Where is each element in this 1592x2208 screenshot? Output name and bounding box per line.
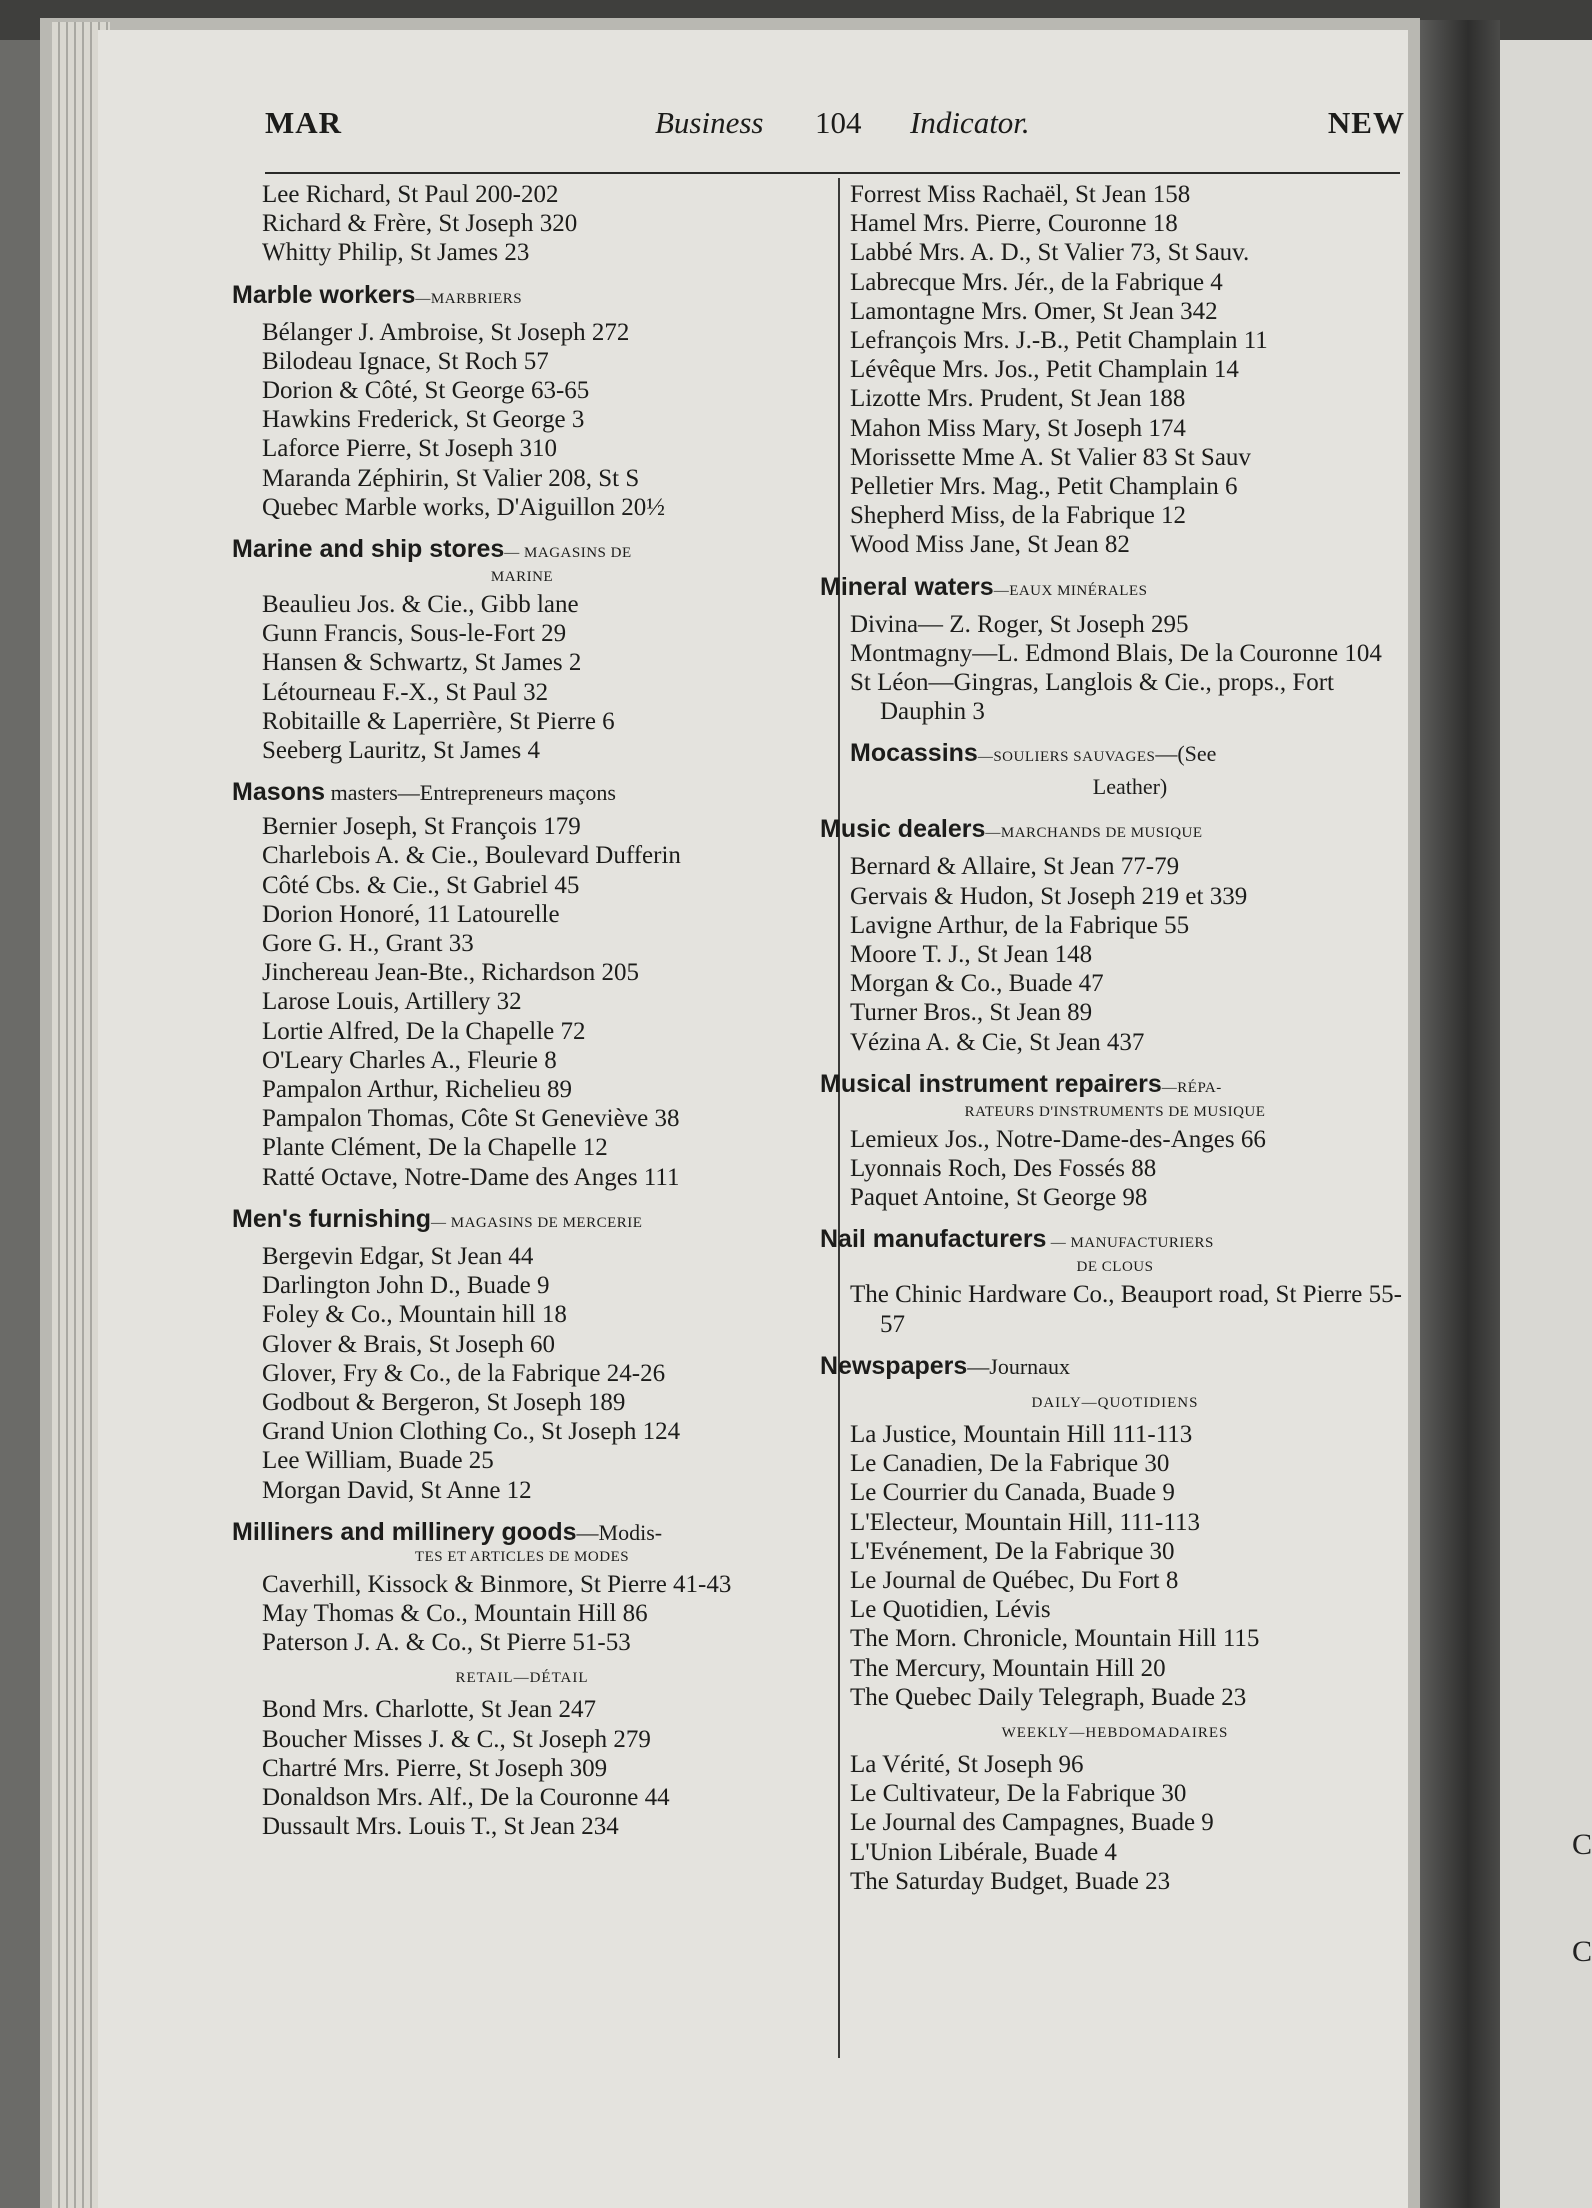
list-item: Donaldson Mrs. Alf., De la Couronne 44 [262, 1783, 670, 1811]
list-item: Grand Union Clothing Co., St Joseph 124 [262, 1418, 681, 1446]
header-rule [265, 172, 1400, 174]
list-item: Côté Cbs. & Cie., St Gabriel 45 [262, 871, 580, 899]
list-item: Glover, Fry & Co., de la Fabrique 24-26 [262, 1359, 666, 1387]
list-item: May Thomas & Co., Mountain Hill 86 [262, 1599, 648, 1627]
list-item: Larose Louis, Artillery 32 [262, 988, 522, 1016]
list-item: Létourneau F.-X., St Paul 32 [262, 678, 549, 706]
section-heading-marine [232, 534, 812, 586]
list-item: The Saturday Budget, Buade 23 [850, 1867, 1171, 1895]
heading-title: Masons [232, 778, 326, 807]
list-item: Wood Miss Jane, St Jean 82 [850, 531, 1130, 559]
list-item: Gervais & Hudon, St Joseph 219 et 339 [850, 882, 1248, 910]
list-item: Plante Clément, De la Chapelle 12 [262, 1134, 608, 1162]
list-item: La Vérité, St Joseph 96 [850, 1750, 1084, 1778]
list-item: L'Union Libérale, Buade 4 [850, 1838, 1117, 1866]
heading-title: Marble workers [232, 280, 416, 309]
heading-french: —Modis- [576, 1519, 663, 1545]
list-item: Hansen & Schwartz, St James 2 [262, 649, 582, 677]
list-item: Jinchereau Jean-Bte., Richardson 205 [262, 959, 639, 987]
section-heading-newspapers [820, 1351, 1410, 1382]
list-item: Foley & Co., Mountain hill 18 [262, 1301, 567, 1329]
heading-french: —Journaux [967, 1353, 1070, 1379]
heading-french: masters—Entrepreneurs maçons [325, 780, 616, 806]
list-item: Robitaille & Laperrière, St Pierre 6 [262, 707, 615, 735]
list-item: Charlebois A. & Cie., Boulevard Dufferin [262, 842, 681, 870]
list-item: Divina— Z. Roger, St Joseph 295 [850, 610, 1189, 638]
list-item: The Chinic Hardware Co., Beauport road, St Pierre 55-57 [850, 1281, 1402, 1338]
list-item: Lortie Alfred, De la Chapelle 72 [262, 1017, 586, 1045]
section-heading-music-dealers [820, 814, 1410, 848]
heading-title: Marine and ship stores [232, 535, 505, 564]
list-item: Montmagny—L. Edmond Blais, De la Couronne 104 [850, 639, 1382, 667]
heading-title: Music dealers [820, 815, 986, 844]
left-column [232, 180, 812, 1841]
facing-page [1500, 40, 1592, 2208]
list-item: The Quebec Daily Telegraph, Buade 23 [850, 1683, 1247, 1711]
list-item: Quebec Marble works, D'Aiguillon 20½ [262, 493, 666, 521]
header-title-left: Business [655, 105, 764, 140]
list-item: Lefrançois Mrs. J.-B., Petit Champlain 11 [850, 327, 1268, 355]
list-item: Morissette Mme A. St Valier 83 St Sauv [850, 443, 1251, 471]
list-item: Gunn Francis, Sous-le-Fort 29 [262, 620, 567, 648]
list-item: Dussault Mrs. Louis T., St Jean 234 [262, 1813, 619, 1841]
page-number: 104 [815, 105, 862, 140]
heading-french: — MANUFACTURIERS [1046, 1235, 1214, 1252]
facing-page-glyph: C [1572, 1935, 1592, 1968]
list-item: Dorion Honoré, 11 Latourelle [262, 900, 560, 928]
list-item: Gore G. H., Grant 33 [262, 930, 474, 958]
list-item: Godbout & Bergeron, St Joseph 189 [262, 1388, 626, 1416]
list-item: Richard & Frère, St Joseph 320 [262, 210, 578, 238]
heading-title: Nail manufacturers [820, 1225, 1047, 1254]
list-item: Le Courrier du Canada, Buade 9 [850, 1479, 1175, 1507]
list-item: Whitty Philip, St James 23 [262, 239, 530, 267]
list-item: Bond Mrs. Charlotte, St Jean 247 [262, 1696, 597, 1724]
facing-page-glyph: C [1572, 1828, 1592, 1861]
list-item: Bélanger J. Ambroise, St Joseph 272 [262, 318, 630, 346]
list-item: Mahon Miss Mary, St Joseph 174 [850, 414, 1186, 442]
section-heading-marble [232, 280, 812, 314]
list-item: Turner Bros., St Jean 89 [850, 999, 1093, 1027]
heading-french-line2: TES ET ARTICLES DE MODES [414, 1548, 630, 1565]
list-item: Le Cultivateur, De la Fabrique 30 [850, 1780, 1187, 1808]
list-item: Darlington John D., Buade 9 [262, 1272, 550, 1300]
list-item: Hawkins Frederick, St George 3 [262, 406, 585, 434]
list-item: Maranda Zéphirin, St Valier 208, St S [262, 464, 640, 492]
heading-french: —SOULIERS SAUVAGES [977, 749, 1156, 766]
section-heading-masons [232, 777, 812, 808]
list-item: Chartré Mrs. Pierre, St Joseph 309 [262, 1754, 608, 1782]
heading-title: Mocassins [850, 739, 978, 768]
list-item: Bernard & Allaire, St Jean 77-79 [850, 853, 1180, 881]
list-item: Le Journal de Québec, Du Fort 8 [850, 1566, 1179, 1594]
list-item: Le Journal des Campagnes, Buade 9 [850, 1809, 1214, 1837]
list-item: The Morn. Chronicle, Mountain Hill 115 [850, 1625, 1260, 1653]
list-item: Vézina A. & Cie, St Jean 437 [850, 1028, 1145, 1056]
list-item: Morgan David, St Anne 12 [262, 1476, 532, 1504]
list-item: Beaulieu Jos. & Cie., Gibb lane [262, 591, 579, 619]
heading-title: Men's furnishing [232, 1204, 431, 1233]
list-item: The Mercury, Mountain Hill 20 [850, 1654, 1166, 1682]
list-item: Labbé Mrs. A. D., St Valier 73, St Sauv. [850, 239, 1250, 267]
list-item: Moore T. J., St Jean 148 [850, 941, 1093, 969]
list-item: Lizotte Mrs. Prudent, St Jean 188 [850, 385, 1186, 413]
book-gutter [1420, 20, 1500, 2208]
list-item: Shepherd Miss, de la Fabrique 12 [850, 502, 1187, 530]
heading-french: —EAUX MINÉRALES [993, 582, 1148, 599]
right-column [820, 180, 1410, 1896]
section-heading-musical-repairers [820, 1069, 1410, 1121]
heading-french-line2: DE CLOUS [1076, 1259, 1154, 1276]
list-item: Lévêque Mrs. Jos., Petit Champlain 14 [850, 356, 1239, 384]
list-item: Pampalon Thomas, Côte St Geneviève 38 [262, 1105, 680, 1133]
list-item: Forrest Miss Rachaël, St Jean 158 [850, 181, 1191, 208]
subsection-label-retail: RETAIL—DÉTAIL [455, 1670, 589, 1687]
list-item: Bilodeau Ignace, St Roch 57 [262, 347, 549, 375]
list-item: Hamel Mrs. Pierre, Couronne 18 [850, 210, 1178, 238]
list-item: St Léon—Gingras, Langlois & Cie., props., Fort Dauphin 3 [850, 669, 1334, 726]
heading-french-line2: MARINE [490, 569, 554, 586]
list-item: L'Electeur, Mountain Hill, 111-113 [850, 1508, 1200, 1536]
heading-see-also: —(See [1155, 741, 1217, 767]
list-item: Bernier Joseph, St François 179 [262, 813, 581, 841]
list-item: Lamontagne Mrs. Omer, St Jean 342 [850, 297, 1218, 325]
heading-french: — MAGASINS DE [504, 545, 632, 562]
list-item: Lavigne Arthur, de la Fabrique 55 [850, 911, 1190, 939]
heading-french: — MAGASINS DE MERCERIE [431, 1214, 643, 1231]
section-heading-milliners [232, 1517, 812, 1566]
heading-title: Musical instrument repairers [820, 1069, 1162, 1098]
section-heading-mocassins [820, 738, 1410, 802]
list-item: O'Leary Charles A., Fleurie 8 [262, 1046, 557, 1074]
list-item: Paquet Antoine, St George 98 [850, 1184, 1148, 1212]
list-item: Bergevin Edgar, St Jean 44 [262, 1242, 534, 1270]
list-item: Lemieux Jos., Notre-Dame-des-Anges 66 [850, 1125, 1266, 1153]
heading-title: Milliners and millinery goods [232, 1517, 577, 1546]
heading-see-also-line2: Leather) [1092, 774, 1168, 800]
heading-title: Newspapers [820, 1351, 968, 1380]
list-item: Le Quotidien, Lévis [850, 1596, 1051, 1624]
list-item: Boucher Misses J. & C., St Joseph 279 [262, 1725, 651, 1753]
heading-french: —MARCHANDS DE MUSIQUE [985, 825, 1203, 842]
list-item: Caverhill, Kissock & Binmore, St Pierre 41-43 [262, 1570, 732, 1598]
heading-french-line2: RATEURS D'INSTRUMENTS DE MUSIQUE [964, 1103, 1266, 1120]
heading-french: —RÉPA- [1161, 1079, 1222, 1096]
list-item: Seeberg Lauritz, St James 4 [262, 737, 540, 765]
list-item: L'Evénement, De la Fabrique 30 [850, 1537, 1175, 1565]
header-title-right: Indicator. [910, 105, 1030, 140]
list-item: Labrecque Mrs. Jér., de la Fabrique 4 [850, 268, 1223, 296]
list-item: Lee Richard, St Paul 200-202 [262, 181, 559, 208]
heading-french: —MARBRIERS [415, 290, 523, 307]
list-item: Pampalon Arthur, Richelieu 89 [262, 1076, 573, 1104]
subsection-label-weekly: WEEKLY—HEBDOMADAIRES [1001, 1724, 1229, 1741]
section-heading-nail-manufacturers [820, 1224, 1410, 1276]
section-heading-mineral-waters [820, 572, 1410, 606]
list-item: Laforce Pierre, St Joseph 310 [262, 435, 558, 463]
list-item: Paterson J. A. & Co., St Pierre 51-53 [262, 1629, 631, 1657]
section-heading-mens-furnishing [232, 1204, 812, 1238]
list-item: La Justice, Mountain Hill 111-113 [850, 1420, 1193, 1448]
subsection-label-daily: DAILY—QUOTIDIENS [1031, 1394, 1199, 1411]
list-item: Glover & Brais, St Joseph 60 [262, 1330, 556, 1358]
running-header [265, 105, 1405, 157]
heading-title: Mineral waters [820, 572, 994, 601]
list-item: Le Canadien, De la Fabrique 30 [850, 1450, 1170, 1478]
list-item: Morgan & Co., Buade 47 [850, 970, 1104, 998]
list-item: Lee William, Buade 25 [262, 1447, 494, 1475]
list-item: Ratté Octave, Notre-Dame des Anges 111 [262, 1163, 680, 1191]
list-item: Lyonnais Roch, Des Fossés 88 [850, 1155, 1157, 1183]
header-left: MAR [265, 105, 343, 140]
list-item: Pelletier Mrs. Mag., Petit Champlain 6 [850, 473, 1238, 501]
list-item: Dorion & Côté, St George 63-65 [262, 377, 590, 405]
header-right: NEW [1327, 105, 1405, 140]
